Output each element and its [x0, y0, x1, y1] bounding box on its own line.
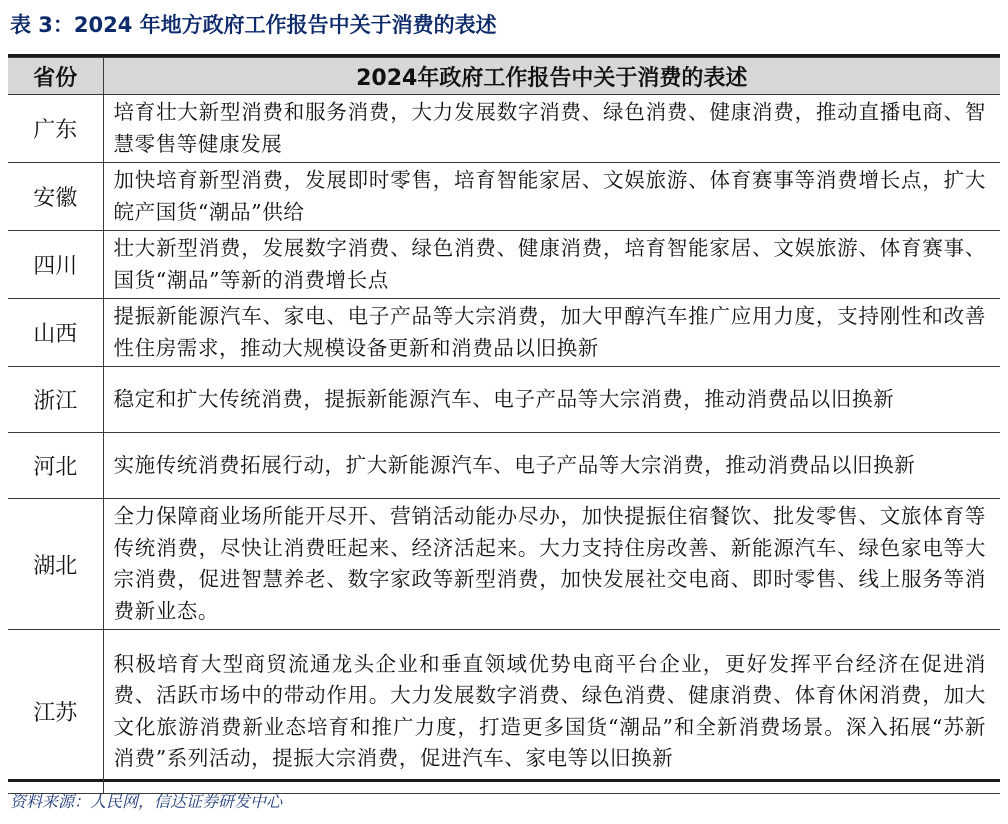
statement-cell: 培育壮大新型消费和服务消费，大力发展数字消费、绿色消费、健康消费，推动直播电商、智慧零售等健康发展 — [103, 95, 1000, 163]
table-row — [8, 299, 1000, 367]
statement-cell: 实施传统消费拓展行动，扩大新能源汽车、电子产品等大宗消费，推动消费品以旧换新 — [103, 433, 1000, 499]
consumption-table-grid — [8, 57, 1000, 794]
province-cell: 河北 — [8, 433, 103, 499]
table-row — [8, 231, 1000, 299]
table-header-row — [8, 58, 1000, 95]
table-row — [8, 163, 1000, 231]
province-cell: 山西 — [8, 299, 103, 367]
table-row — [8, 433, 1000, 499]
table-row — [8, 630, 1000, 794]
province-cell: 浙江 — [8, 367, 103, 433]
table-row — [8, 95, 1000, 163]
province-cell: 湖北 — [8, 499, 103, 630]
province-cell: 广东 — [8, 95, 103, 163]
table-row — [8, 499, 1000, 630]
table-row — [8, 367, 1000, 433]
statement-cell: 加快培育新型消费，发展即时零售，培育智能家居、文娱旅游、体育赛事等消费增长点，扩大皖产国货“潮品”供给 — [103, 163, 1000, 231]
province-cell: 四川 — [8, 231, 103, 299]
province-cell: 江苏 — [8, 630, 103, 794]
statement-cell: 提振新能源汽车、家电、电子产品等大宗消费，加大甲醇汽车推广应用力度，支持刚性和改善性住房需求，推动大规模设备更新和消费品以旧换新 — [103, 299, 1000, 367]
statement-cell: 壮大新型消费，发展数字消费、绿色消费、健康消费，培育智能家居、文娱旅游、体育赛事、国货“潮品”等新的消费增长点 — [103, 231, 1000, 299]
table-caption: 表 3：2024 年地方政府工作报告中关于消费的表述 — [10, 13, 497, 37]
header-province: 省份 — [8, 58, 103, 95]
source-note: 资料来源：人民网，信达证券研发中心 — [10, 792, 283, 811]
province-cell: 安徽 — [8, 163, 103, 231]
statement-cell: 全力保障商业场所能开尽开、营销活动能办尽办，加快提振住宿餐饮、批发零售、文旅体育等传统消费，尽快让消费旺起来、经济活起来。大力支持住房改善、新能源汽车、绿色家电等大宗消费，促进智慧养老、数字家政等新型消费，加快发展社交电商、即时零售、线上服务等消费新业态。 — [103, 499, 1000, 630]
statement-cell: 积极培育大型商贸流通龙头企业和垂直领域优势电商平台企业，更好发挥平台经济在促进消费、活跃市场中的带动作用。大力发展数字消费、绿色消费、健康消费、体育休闲消费，加大文化旅游消费新业态培育和推广力度，打造更多国货“潮品”和全新消费场景。深入拓展“苏新消费”系列活动，提振大宗消费，促进汽车、家电等以旧换新 — [103, 630, 1000, 794]
consumption-table — [8, 54, 1000, 782]
statement-cell: 稳定和扩大传统消费，提振新能源汽车、电子产品等大宗消费，推动消费品以旧换新 — [103, 367, 1000, 433]
header-statement: 2024年政府工作报告中关于消费的表述 — [103, 58, 1000, 95]
